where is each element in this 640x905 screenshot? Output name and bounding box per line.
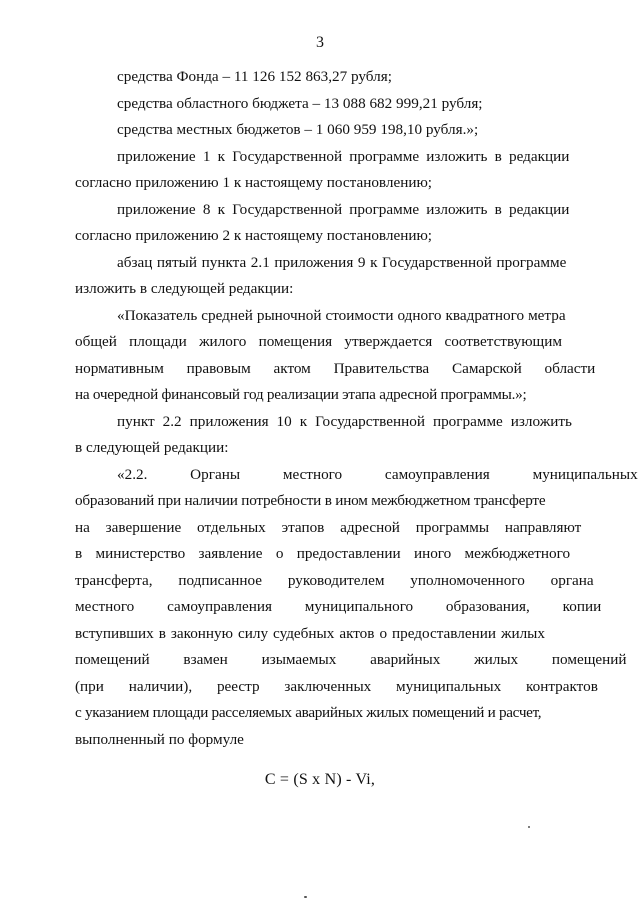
text-line-content: «Показатель средней рыночной стоимости одного квадратного метра xyxy=(117,306,566,324)
text-line-content: пункт 2.2 приложения 10 к Государственной программе изложить xyxy=(117,412,572,430)
text-line xyxy=(75,303,570,330)
text-line-content: на завершение отдельных этапов адресной программы направляют xyxy=(75,518,582,536)
text-line xyxy=(75,621,570,648)
text-line-content: местного самоуправления муниципального образования, копии xyxy=(75,598,602,615)
text-line-content: вступивших в законную силу судебных актов о предоставлении жилых xyxy=(75,624,545,642)
text-line: согласно приложению 1 к настоящему постановлению; xyxy=(75,174,433,191)
text-line: с указанием площади расселяемых аварийных жилых помещений и расчет, xyxy=(75,704,542,721)
text-line: на очередной финансовый год реализации этапа адресной программы.»; xyxy=(75,386,527,403)
text-line xyxy=(75,197,570,224)
text-line: согласно приложению 2 к настоящему постановлению; xyxy=(75,227,433,244)
scan-speck xyxy=(528,826,530,828)
scan-speck xyxy=(304,896,307,898)
text-line-content: приложение 1 к Государственной программе изложить в редакции xyxy=(117,147,570,165)
text-line: в следующей редакции: xyxy=(75,439,229,456)
text-line: образований при наличии потребности в ином межбюджетном трансферте xyxy=(75,492,546,509)
text-line xyxy=(75,144,570,171)
text-line-content: абзац пятый пункта 2.1 приложения 9 к Государственной программе xyxy=(117,253,567,271)
text-line: выполненный по формуле xyxy=(75,730,244,748)
text-line xyxy=(75,647,627,674)
text-line xyxy=(75,594,602,621)
text-line xyxy=(75,329,570,356)
body-text xyxy=(75,64,638,753)
text-line-content: трансферта, подписанное руководителем уполномоченного органа xyxy=(75,571,594,589)
text-line xyxy=(75,541,570,568)
text-line-content: в министерство заявление о предоставлении иного межбюджетного xyxy=(75,545,571,562)
text-line: средства Фонда – 11 126 152 863,27 рубля; xyxy=(117,68,392,85)
text-line: изложить в следующей редакции: xyxy=(75,280,294,297)
text-line xyxy=(75,515,582,542)
text-line-content: «2.2. Органы местного самоуправления муниципальных xyxy=(117,465,638,483)
text-line-content: приложение 8 к Государственной программе изложить в редакции xyxy=(117,200,570,218)
text-line xyxy=(75,462,638,489)
text-line-content: помещений взамен изымаемых аварийных жилых помещений xyxy=(75,651,627,668)
text-line xyxy=(75,409,570,436)
text-line-content: (при наличии), реестр заключенных муниципальных контрактов xyxy=(75,677,598,695)
text-line-content: общей площади жилого помещения утверждается соответствующим xyxy=(75,333,562,350)
text-line-content: нормативным правовым актом Правительства Самарской области xyxy=(75,359,596,377)
text-line xyxy=(75,250,570,277)
text-line: средства областного бюджета – 13 088 682 999,21 рубля; xyxy=(117,94,483,112)
page-number: 3 xyxy=(316,34,324,51)
text-line: средства местных бюджетов – 1 060 959 198,10 рубля.»; xyxy=(117,121,479,138)
text-line xyxy=(75,356,596,383)
text-line xyxy=(75,568,594,595)
formula: C = (S x N) - Vi, xyxy=(264,771,376,788)
text-line xyxy=(75,674,598,701)
